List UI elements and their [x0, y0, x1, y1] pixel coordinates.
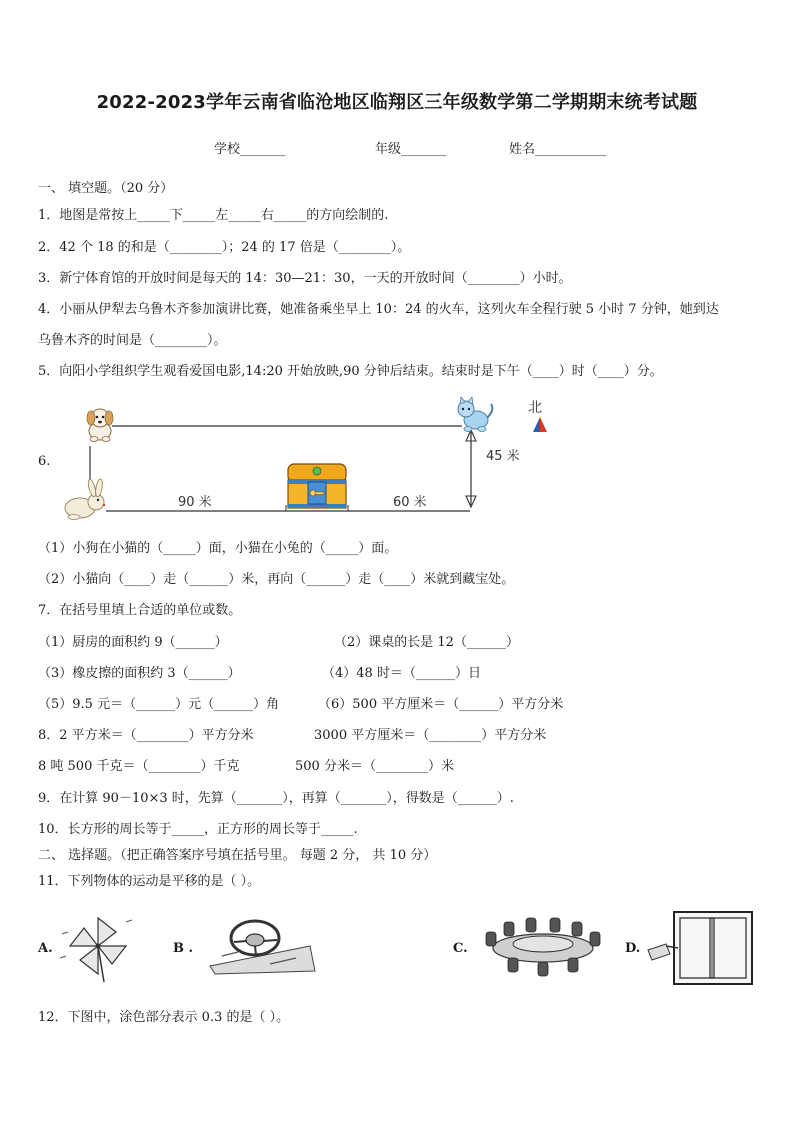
question-8-a: 8．2 平方米＝（________）平方分米: [38, 728, 254, 743]
carousel-icon[interactable]: [478, 914, 608, 980]
question-5: 5．向阳小学组织学生观看爱国电影,14:20 开始放映,90 分钟后结束。结束时是下午（____）时（____）分。: [38, 364, 663, 379]
question-7-e: （5）9.5 元＝（______）元（______）角: [38, 697, 280, 712]
question-4-line1: 4．小丽从伊犁去乌鲁木齐参加演讲比赛，她准备乘坐早上 10：24 的火车，这列火车全程行驶 5 小时 7 分钟，她到达: [38, 302, 719, 317]
question-10: 10．长方形的周长等于_____，正方形的周长等于_____.: [38, 822, 358, 837]
school-field: 学校_______: [214, 142, 286, 157]
question-12: 12．下图中，涂色部分表示 0.3 的是（ ）。: [38, 1010, 290, 1025]
question-7-d: （4）48 时＝（______）日: [322, 666, 481, 681]
question-9: 9．在计算 90－10×3 时，先算（_______），再算（_______），得数是（______）.: [38, 791, 514, 806]
question-3: 3．新宁体育馆的开放时间是每天的 14：30—21：30，一天的开放时间（________）小时。: [38, 271, 572, 286]
pinwheel-icon[interactable]: [60, 912, 136, 984]
north-arrow-icon: [533, 417, 547, 433]
section1-heading: 一、 填空题。（20 分）: [38, 181, 174, 196]
treasure-chest-icon: [286, 462, 348, 510]
north-label: 北: [528, 400, 542, 416]
page-title: 2022-2023学年云南省临沧地区临翔区三年级数学第二学期期末统考试题: [96, 92, 698, 113]
question-6-sub1: （1）小狗在小猫的（_____）面，小猫在小兔的（_____）面。: [38, 541, 398, 556]
question-2: 2．42 个 18 的和是（________）；24 的 17 倍是（________）。: [38, 240, 411, 255]
question-11: 11．下列物体的运动是平移的是（ ）。: [38, 874, 261, 889]
option-c-label[interactable]: C.: [453, 941, 468, 956]
option-d-label[interactable]: D.: [625, 941, 641, 956]
cat-icon: [452, 396, 496, 434]
distance-60m: 60 米: [393, 495, 427, 510]
grade-field: 年级_______: [375, 142, 447, 157]
question-7-b: （2）课桌的长是 12（______）: [334, 635, 519, 650]
rabbit-icon: [60, 480, 110, 522]
question-1: 1．地图是常按上_____下_____左_____右_____的方向绘制的.: [38, 208, 389, 223]
question-7-stem: 7．在括号里填上合适的单位或数。: [38, 603, 242, 618]
question-6-sub2: （2）小猫向（____）走（______）米，再向（______）走（____）米就到藏宝处。: [38, 572, 515, 587]
question-7-c: （3）橡皮擦的面积约 3（______）: [38, 666, 241, 681]
question-8-c: 8 吨 500 千克＝（________）千克: [38, 759, 240, 774]
option-b-label[interactable]: B .: [173, 941, 194, 956]
question-8-d: 500 分米＝（________）米: [295, 759, 454, 774]
distance-45m: 45 米: [486, 449, 520, 464]
question-8-b: 3000 平方厘米＝（________）平方分米: [314, 728, 547, 743]
question-7-a: （1）厨房的面积约 9（______）: [38, 635, 228, 650]
distance-90m: 90 米: [178, 495, 212, 510]
section2-heading: 二、 选择题。（把正确答案序号填在括号里。 每题 2 分， 共 10 分）: [38, 848, 437, 863]
option-a-label[interactable]: A.: [38, 941, 53, 956]
question-6-label: 6.: [38, 454, 51, 469]
question-4-line2: 乌鲁木齐的时间是（________）。: [38, 333, 227, 348]
sliding-window-icon[interactable]: [646, 910, 756, 986]
name-field: 姓名___________: [509, 142, 607, 157]
steering-wheel-icon[interactable]: [200, 916, 320, 976]
dog-icon: [80, 404, 120, 444]
question-7-f: （6）500 平方厘米＝（______）平方分米: [318, 697, 564, 712]
